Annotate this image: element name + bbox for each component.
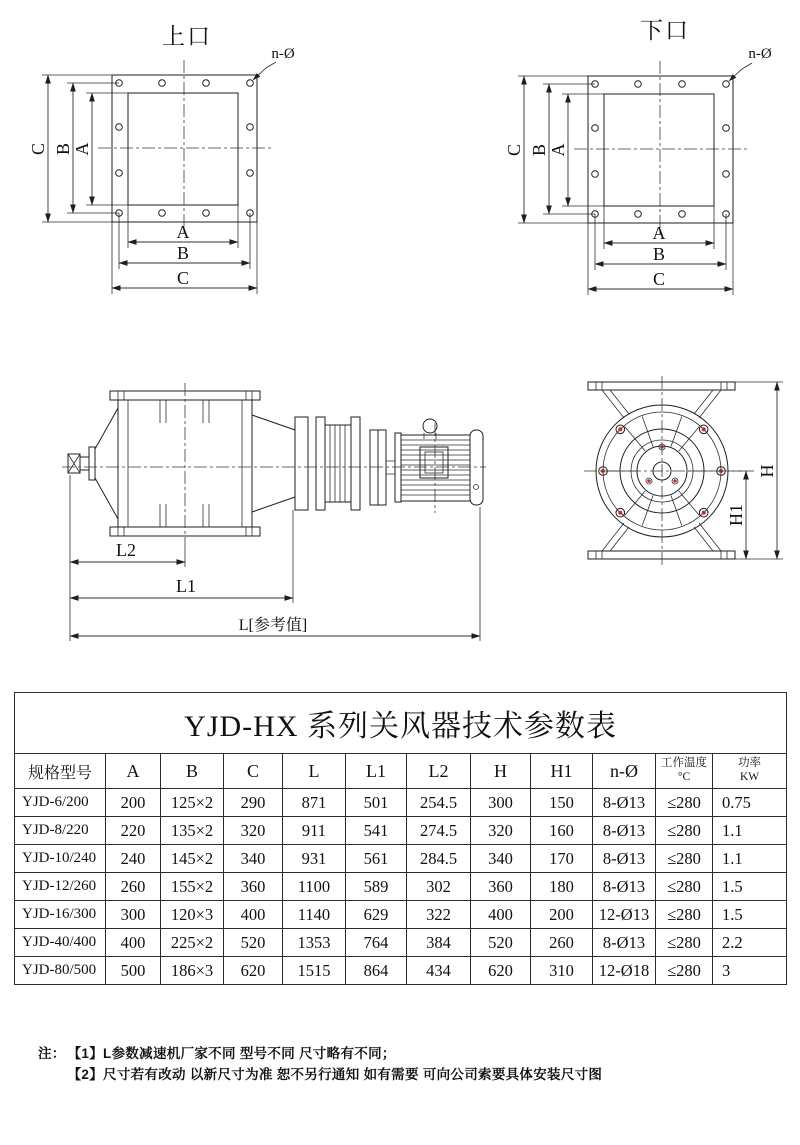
table-cell: 260 (106, 873, 161, 901)
table-cell: 125×2 (161, 789, 224, 817)
table-cell: 284.5 (407, 845, 471, 873)
power-unit: KW (739, 771, 760, 783)
model-cell: YJD-40/400 (15, 929, 106, 957)
valve-body (118, 400, 252, 527)
table-cell: 400 (471, 901, 531, 929)
column-header-l2: L2 (407, 754, 471, 789)
table-cell: 589 (346, 873, 407, 901)
table-cell: 200 (106, 789, 161, 817)
dim-label-c-bottom: C (176, 268, 190, 288)
table-row (15, 901, 787, 929)
temp-label: 工作温度 (661, 757, 707, 770)
top-flange-plate (588, 382, 735, 390)
table-cell: 1.5 (713, 901, 787, 929)
table-title: YJD-HX 系列关风器技术参数表 (15, 693, 787, 754)
dim-label-a-left: A (72, 142, 92, 156)
table-cell: 274.5 (407, 817, 471, 845)
dim-label-l1: L1 (176, 576, 196, 596)
table-cell: 1.1 (713, 817, 787, 845)
model-cell: YJD-80/500 (15, 957, 106, 985)
model-cell: YJD-16/300 (15, 901, 106, 929)
table-cell: 254.5 (407, 789, 471, 817)
table-cell: 3 (713, 957, 787, 985)
table-row (15, 873, 787, 901)
valve-end-view (582, 372, 800, 577)
table-cell: 434 (407, 957, 471, 985)
table-row (15, 845, 787, 873)
column-header-temp (656, 754, 713, 789)
column-header-power (713, 754, 787, 789)
notes-label: 注： (38, 1046, 66, 1061)
valve-side-view (58, 375, 490, 655)
gearbox-drive (252, 415, 395, 512)
table-cell: 155×2 (161, 873, 224, 901)
dim-label-b-left: B (529, 143, 549, 157)
table-cell: 1515 (283, 957, 346, 985)
motor (395, 419, 483, 505)
table-cell: 1.1 (713, 845, 787, 873)
table-cell: 220 (106, 817, 161, 845)
table-cell: 135×2 (161, 817, 224, 845)
table-row (15, 957, 787, 985)
table-cell: 260 (531, 929, 593, 957)
table-cell: 225×2 (161, 929, 224, 957)
table-cell: 8-Ø13 (593, 817, 656, 845)
table-cell: ≤280 (656, 817, 713, 845)
dim-label-b-bottom: B (652, 244, 666, 264)
table-cell: 150 (531, 789, 593, 817)
table-cell: ≤280 (656, 845, 713, 873)
table-cell: ≤280 (656, 873, 713, 901)
table-cell: 8-Ø13 (593, 789, 656, 817)
table-cell: 340 (471, 845, 531, 873)
table-header-row (15, 754, 787, 789)
table-cell: 320 (224, 817, 283, 845)
table-cell: ≤280 (656, 901, 713, 929)
table-cell: 500 (106, 957, 161, 985)
table-cell: 620 (471, 957, 531, 985)
table-cell: ≤280 (656, 957, 713, 985)
dim-label-a-bottom: A (176, 222, 190, 242)
table-cell: 520 (471, 929, 531, 957)
model-cell: YJD-12/260 (15, 873, 106, 901)
dim-label-h1: H1 (726, 504, 746, 526)
table-cell: 0.75 (713, 789, 787, 817)
table-cell: 310 (531, 957, 593, 985)
power-label: 功率 (738, 757, 762, 770)
column-header-h1: H1 (531, 754, 593, 789)
table-cell: 12-Ø18 (593, 957, 656, 985)
table-cell: ≤280 (656, 789, 713, 817)
table-cell: 300 (106, 901, 161, 929)
dim-label-h: H (757, 464, 777, 478)
table-cell: 8-Ø13 (593, 845, 656, 873)
table-cell: 400 (106, 929, 161, 957)
table-row (15, 789, 787, 817)
column-header-l: L (283, 754, 346, 789)
table-cell: 322 (407, 901, 471, 929)
bottom-flange-plate (588, 551, 735, 559)
table-cell: 302 (407, 873, 471, 901)
top-port-hole-callout: n-Ø (271, 46, 295, 62)
table-cell: 384 (407, 929, 471, 957)
table-cell: 400 (224, 901, 283, 929)
table-cell: 764 (346, 929, 407, 957)
model-cell: YJD-8/220 (15, 817, 106, 845)
column-header-c: C (224, 754, 283, 789)
port-flange-drawings (0, 0, 800, 318)
table-cell: 12-Ø13 (593, 901, 656, 929)
motor-end-cap (470, 430, 483, 505)
table-cell: 120×3 (161, 901, 224, 929)
table-cell: 186×3 (161, 957, 224, 985)
column-header-b: B (161, 754, 224, 789)
dim-label-b-left: B (53, 142, 73, 156)
table-cell: 871 (283, 789, 346, 817)
column-header-h: H (471, 754, 531, 789)
table-cell: 145×2 (161, 845, 224, 873)
table-cell: 501 (346, 789, 407, 817)
table-row (15, 817, 787, 845)
table-cell: 360 (224, 873, 283, 901)
table-cell: 620 (224, 957, 283, 985)
left-end-cover (68, 408, 118, 519)
bottom-port-title: 下口 (640, 18, 690, 43)
table-cell: 300 (471, 789, 531, 817)
column-header-a: A (106, 754, 161, 789)
table-cell: 200 (531, 901, 593, 929)
table-cell: 1140 (283, 901, 346, 929)
table-cell: 240 (106, 845, 161, 873)
spec-table (14, 692, 787, 985)
table-cell: 290 (224, 789, 283, 817)
table-cell: 911 (283, 817, 346, 845)
table-cell: 1353 (283, 929, 346, 957)
note-line-2: 【2】尺寸若有改动 以新尺寸为准 恕不另行通知 如有需要 可向公司索要具体安装尺寸图 (67, 1067, 603, 1082)
dim-label-a-left: A (548, 143, 568, 157)
table-cell: 320 (471, 817, 531, 845)
dim-label-b-bottom: B (176, 243, 190, 263)
table-cell: 541 (346, 817, 407, 845)
column-header-model: 规格型号 (15, 754, 106, 789)
table-cell: 8-Ø13 (593, 929, 656, 957)
notes (38, 1043, 602, 1085)
table-cell: 1100 (283, 873, 346, 901)
table-cell: 629 (346, 901, 407, 929)
dim-label-c-bottom: C (652, 269, 666, 289)
dim-label-l2: L2 (116, 540, 136, 560)
table-cell: 170 (531, 845, 593, 873)
note-line-1: 【1】L参数减速机厂家不同 型号不同 尺寸略有不同； (67, 1046, 396, 1061)
dim-label-a-bottom: A (652, 223, 666, 243)
column-header-l1: L1 (346, 754, 407, 789)
model-cell: YJD-6/200 (15, 789, 106, 817)
table-row (15, 929, 787, 957)
table-cell: 561 (346, 845, 407, 873)
table-cell: 2.2 (713, 929, 787, 957)
model-cell: YJD-10/240 (15, 845, 106, 873)
table-cell: 864 (346, 957, 407, 985)
bottom-port-hole-callout: n-Ø (748, 46, 772, 62)
dim-label-l-ref: L[参考值] (238, 617, 308, 634)
table-cell: ≤280 (656, 929, 713, 957)
table-cell: 360 (471, 873, 531, 901)
table-cell: 160 (531, 817, 593, 845)
dim-label-c-left: C (504, 143, 524, 157)
table-cell: 520 (224, 929, 283, 957)
dim-label-c-left: C (28, 142, 48, 156)
table-cell: 180 (531, 873, 593, 901)
table-cell: 340 (224, 845, 283, 873)
column-header-n: n-Ø (593, 754, 656, 789)
table-cell: 931 (283, 845, 346, 873)
temp-unit: °C (677, 771, 691, 783)
table-cell: 8-Ø13 (593, 873, 656, 901)
table-cell: 1.5 (713, 873, 787, 901)
top-port-title: 上口 (162, 24, 212, 49)
